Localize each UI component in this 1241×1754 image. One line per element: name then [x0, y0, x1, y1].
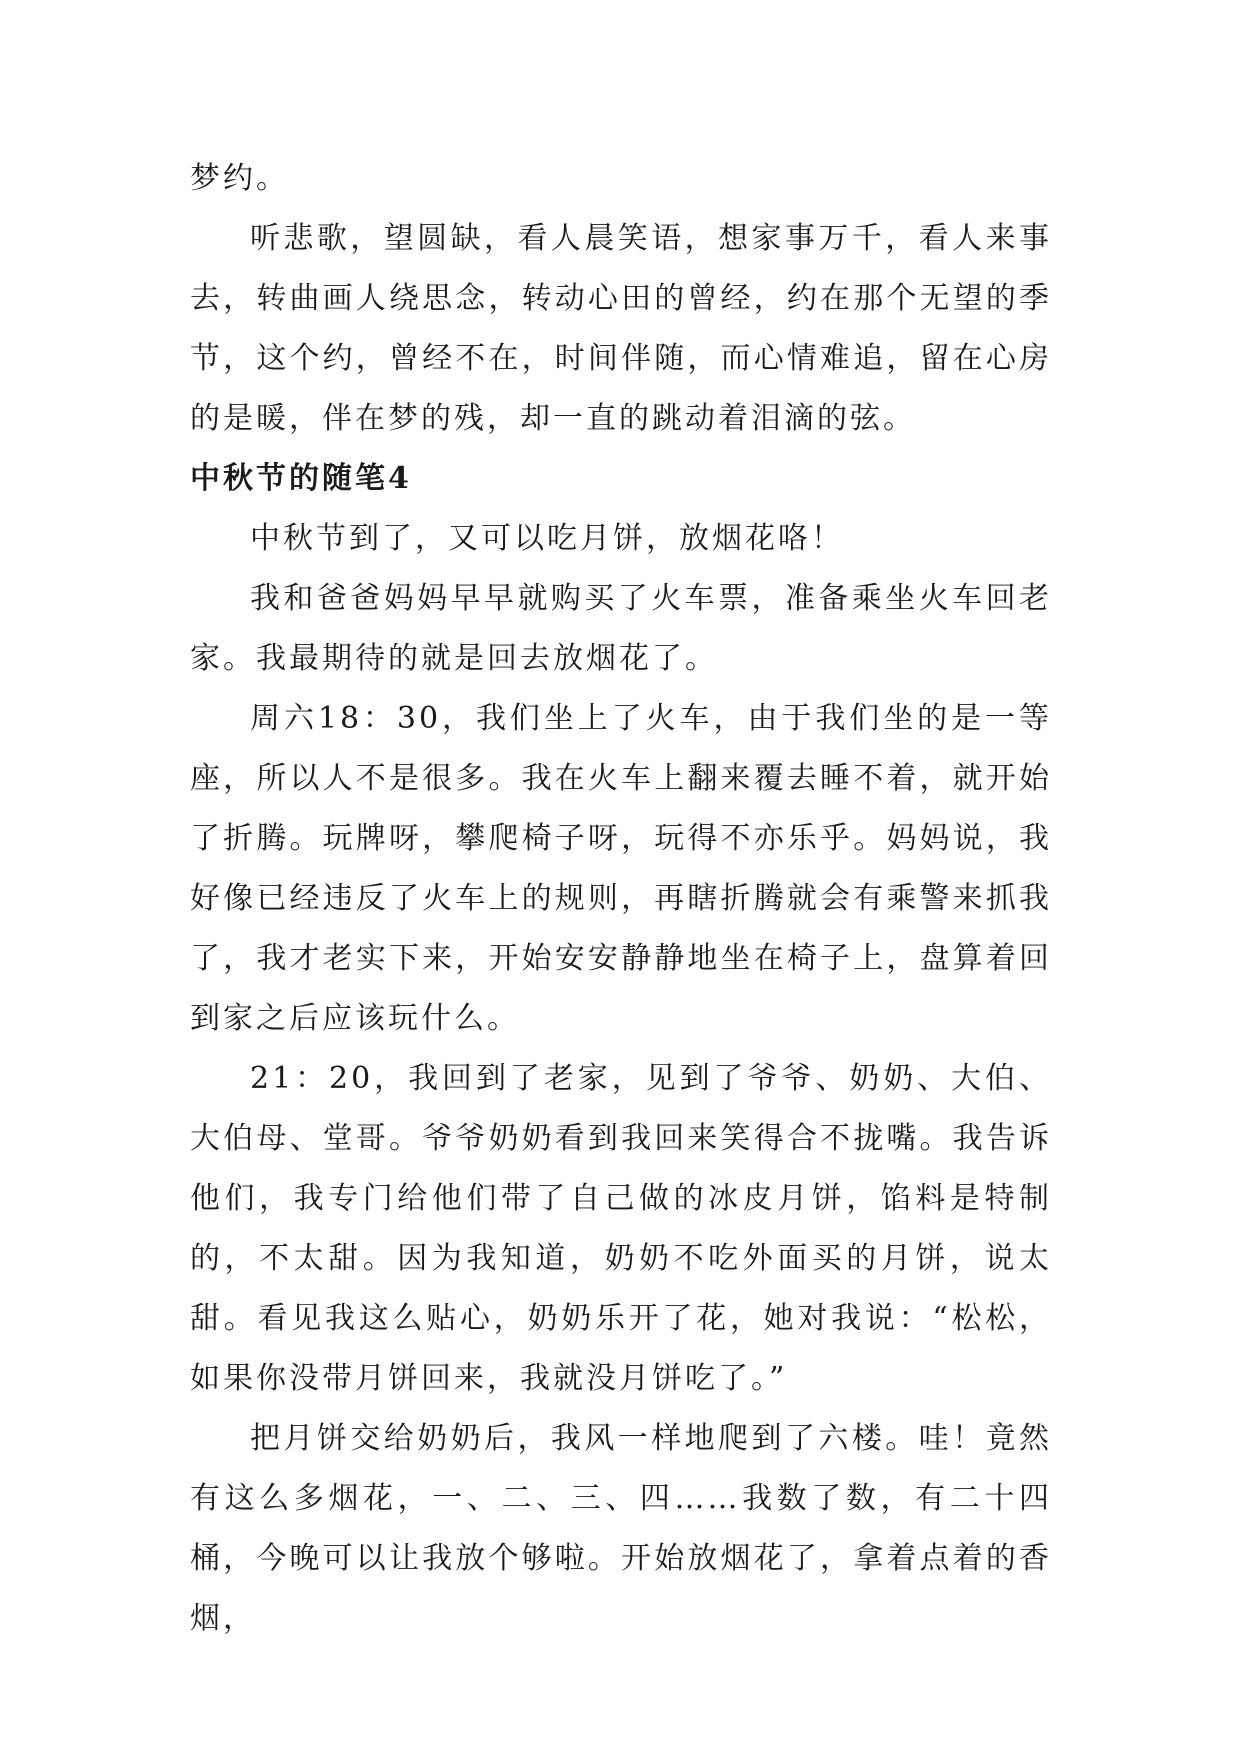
paragraph-arrival: 21：20，我回到了老家，见到了爷爷、奶奶、大伯、大伯母、堂哥。爷爷奶奶看到我回来笑得合不拢嘴。我告诉他们，我专门给他们带了自己做的冰皮月饼，馅料是特制的，不太甜。因为我知道，奶奶不吃外面买的月饼，说太甜。看见我这么贴心，奶奶乐开了花，她对我说：“松松，如果你没带月饼回来，我就没月饼吃了。” — [190, 1061, 1052, 1396]
paragraph-continuation: 梦约。 — [190, 161, 289, 196]
paragraph-train-tickets: 我和爸爸妈妈早早就购买了火车票，准备乘坐火车回老家。我最期待的就是回去放烟花了。 — [190, 581, 1052, 676]
paragraph-fireworks: 把月饼交给奶奶后，我风一样地爬到了六楼。哇！竟然有这么多烟花，一、二、三、四……我数了数，有二十四桶，今晚可以让我放个够啦。开始放烟花了，拿着点着的香烟， — [190, 1421, 1052, 1636]
paragraph-train-ride: 周六18：30，我们坐上了火车，由于我们坐的是一等座，所以人不是很多。我在火车上翻来覆去睡不着，就开始了折腾。玩牌呀，攀爬椅子呀，玩得不亦乐乎。妈妈说，我好像已经违反了火车上的规则，再瞎折腾就会有乘警来抓我了，我才老实下来，开始安安静静地坐在椅子上，盘算着回到家之后应该玩什么。 — [190, 701, 1052, 1036]
paragraph-poem-prose: 听悲歌，望圆缺，看人晨笑语，想家事万千，看人来事去，转曲画人绕思念，转动心田的曾经，约在那个无望的季节，这个约，曾经不在，时间伴随，而心情难追，留在心房的是暖，伴在梦的残，却一直的跳动着泪滴的弦。 — [190, 221, 1052, 436]
paragraph-intro: 中秋节到了，又可以吃月饼，放烟花咯！ — [250, 521, 844, 556]
section-title: 中秋节的随笔4 — [190, 461, 412, 496]
document-body — [190, 149, 1052, 1649]
